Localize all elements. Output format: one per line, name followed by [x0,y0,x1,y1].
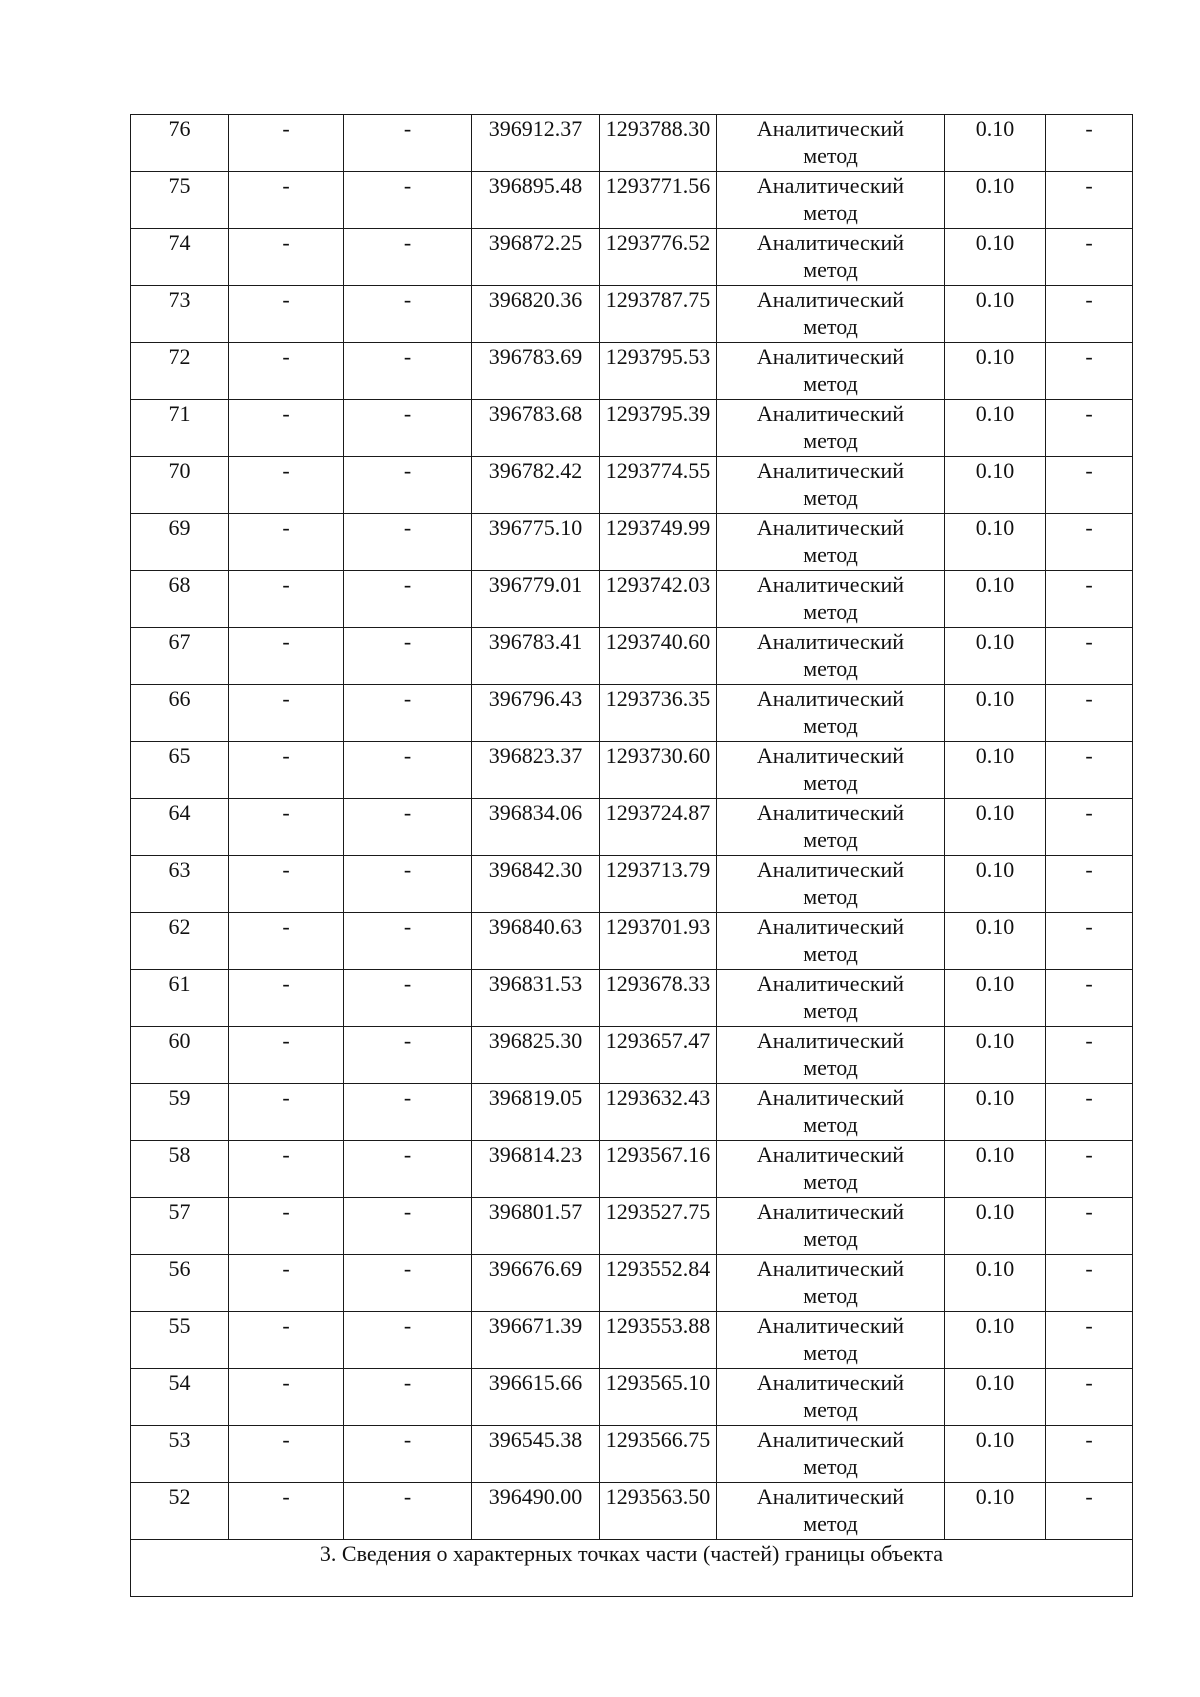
cell-accuracy: 0.10 [945,115,1046,172]
method-text: метод [803,656,858,681]
cell-point-number: 60 [131,1027,229,1084]
table-row [131,742,1133,799]
method-text: метод [803,1340,858,1365]
table-row [131,172,1133,229]
cell-accuracy: 0.10 [945,1369,1046,1426]
cell-coordinate-y: 1293788.30 [600,115,717,172]
cell-point-number: 71 [131,400,229,457]
cell-coordinate-y: 1293774.55 [600,457,717,514]
cell-accuracy: 0.10 [945,400,1046,457]
method-text: Аналитический [756,1199,905,1224]
cell-coordinate-y: 1293566.75 [600,1426,717,1483]
cell-empty-dash: - [229,343,344,400]
method-text: Аналитический [756,458,905,483]
cell-point-number: 76 [131,115,229,172]
cell-coordinate-y: 1293771.56 [600,172,717,229]
cell-point-number: 52 [131,1483,229,1540]
cell-method [717,229,945,286]
section-heading: 3. Сведения о характерных точках части (частей) границы объекта [131,1540,1133,1597]
method-text: метод [803,143,858,168]
cell-empty-dash: - [344,1369,472,1426]
cell-empty-dash: - [344,799,472,856]
cell-method [717,1027,945,1084]
cell-point-number: 68 [131,571,229,628]
method-text: Аналитический [756,743,905,768]
cell-coordinate-x: 396801.57 [472,1198,600,1255]
cell-empty-dash: - [344,1255,472,1312]
cell-empty-dash: - [344,1483,472,1540]
cell-empty-dash: - [229,742,344,799]
cell-method [717,628,945,685]
cell-accuracy: 0.10 [945,685,1046,742]
cell-empty-dash: - [344,514,472,571]
method-text: метод [803,1226,858,1251]
table-row [131,514,1133,571]
cell-point-number: 58 [131,1141,229,1198]
cell-coordinate-x: 396823.37 [472,742,600,799]
cell-point-number: 63 [131,856,229,913]
cell-empty-dash: - [1046,1084,1133,1141]
method-text: Аналитический [756,116,905,141]
method-text: Аналитический [756,287,905,312]
cell-empty-dash: - [344,286,472,343]
cell-empty-dash: - [344,115,472,172]
cell-point-number: 70 [131,457,229,514]
cell-method [717,742,945,799]
method-text: метод [803,827,858,852]
cell-coordinate-x: 396545.38 [472,1426,600,1483]
cell-accuracy: 0.10 [945,628,1046,685]
table-row [131,913,1133,970]
cell-accuracy: 0.10 [945,1312,1046,1369]
cell-empty-dash: - [1046,856,1133,913]
cell-accuracy: 0.10 [945,799,1046,856]
cell-point-number: 69 [131,514,229,571]
method-text: Аналитический [756,230,905,255]
method-text: метод [803,1283,858,1308]
method-text: метод [803,1055,858,1080]
cell-accuracy: 0.10 [945,172,1046,229]
table-row [131,1426,1133,1483]
cell-accuracy: 0.10 [945,913,1046,970]
cell-empty-dash: - [1046,1426,1133,1483]
cell-coordinate-x: 396671.39 [472,1312,600,1369]
method-text: метод [803,485,858,510]
cell-empty-dash: - [1046,913,1133,970]
cell-accuracy: 0.10 [945,514,1046,571]
cell-empty-dash: - [229,856,344,913]
cell-empty-dash: - [229,400,344,457]
cell-accuracy: 0.10 [945,1027,1046,1084]
cell-empty-dash: - [1046,1483,1133,1540]
cell-empty-dash: - [229,172,344,229]
method-text: метод [803,428,858,453]
table-row [131,229,1133,286]
cell-empty-dash: - [229,628,344,685]
cell-empty-dash: - [229,1255,344,1312]
table-row [131,970,1133,1027]
cell-empty-dash: - [229,913,344,970]
cell-empty-dash: - [1046,172,1133,229]
method-text: Аналитический [756,800,905,825]
cell-coordinate-y: 1293736.35 [600,685,717,742]
cell-coordinate-y: 1293776.52 [600,229,717,286]
cell-empty-dash: - [229,514,344,571]
cell-empty-dash: - [344,1084,472,1141]
method-text: Аналитический [756,1028,905,1053]
cell-coordinate-y: 1293678.33 [600,970,717,1027]
table-row [131,1483,1133,1540]
method-text: Аналитический [756,1427,905,1452]
method-text: Аналитический [756,686,905,711]
cell-empty-dash: - [1046,343,1133,400]
cell-empty-dash: - [344,913,472,970]
cell-empty-dash: - [344,1312,472,1369]
cell-coordinate-y: 1293563.50 [600,1483,717,1540]
cell-empty-dash: - [344,970,472,1027]
cell-coordinate-y: 1293740.60 [600,628,717,685]
table-row [131,799,1133,856]
boundary-points-table [130,114,1133,1597]
cell-method [717,1483,945,1540]
method-text: Аналитический [756,401,905,426]
cell-method [717,1141,945,1198]
cell-method [717,172,945,229]
cell-accuracy: 0.10 [945,343,1046,400]
table-row [131,1198,1133,1255]
cell-point-number: 53 [131,1426,229,1483]
method-text: метод [803,713,858,738]
table-footer-row [131,1540,1133,1597]
method-text: Аналитический [756,1256,905,1281]
cell-point-number: 64 [131,799,229,856]
cell-empty-dash: - [1046,1027,1133,1084]
cell-empty-dash: - [229,571,344,628]
method-text: Аналитический [756,971,905,996]
cell-coordinate-x: 396783.41 [472,628,600,685]
cell-coordinate-y: 1293565.10 [600,1369,717,1426]
cell-empty-dash: - [344,457,472,514]
cell-method [717,400,945,457]
cell-method [717,1426,945,1483]
cell-accuracy: 0.10 [945,1141,1046,1198]
method-text: метод [803,542,858,567]
cell-empty-dash: - [1046,286,1133,343]
cell-coordinate-y: 1293795.53 [600,343,717,400]
cell-point-number: 55 [131,1312,229,1369]
cell-empty-dash: - [344,742,472,799]
cell-coordinate-y: 1293724.87 [600,799,717,856]
method-text: Аналитический [756,515,905,540]
method-text: метод [803,1397,858,1422]
cell-method [717,1312,945,1369]
cell-empty-dash: - [229,970,344,1027]
cell-point-number: 56 [131,1255,229,1312]
cell-coordinate-x: 396840.63 [472,913,600,970]
cell-accuracy: 0.10 [945,970,1046,1027]
cell-empty-dash: - [1046,400,1133,457]
cell-coordinate-x: 396783.69 [472,343,600,400]
cell-empty-dash: - [229,1369,344,1426]
cell-coordinate-y: 1293657.47 [600,1027,717,1084]
cell-point-number: 66 [131,685,229,742]
method-text: метод [803,200,858,225]
cell-accuracy: 0.10 [945,286,1046,343]
cell-point-number: 74 [131,229,229,286]
table-row [131,685,1133,742]
cell-empty-dash: - [1046,1255,1133,1312]
cell-point-number: 65 [131,742,229,799]
table-row [131,571,1133,628]
cell-point-number: 73 [131,286,229,343]
cell-coordinate-x: 396490.00 [472,1483,600,1540]
cell-empty-dash: - [229,1027,344,1084]
table-row [131,400,1133,457]
method-text: Аналитический [756,914,905,939]
method-text: Аналитический [756,1142,905,1167]
table-row [131,115,1133,172]
cell-accuracy: 0.10 [945,571,1046,628]
table-row [131,1141,1133,1198]
cell-method [717,970,945,1027]
cell-empty-dash: - [1046,742,1133,799]
cell-empty-dash: - [1046,571,1133,628]
method-text: метод [803,1511,858,1536]
cell-method [717,1198,945,1255]
cell-accuracy: 0.10 [945,1483,1046,1540]
cell-point-number: 75 [131,172,229,229]
method-text: Аналитический [756,173,905,198]
cell-coordinate-y: 1293713.79 [600,856,717,913]
method-text: метод [803,770,858,795]
cell-method [717,1369,945,1426]
cell-coordinate-x: 396895.48 [472,172,600,229]
cell-point-number: 61 [131,970,229,1027]
cell-accuracy: 0.10 [945,229,1046,286]
cell-empty-dash: - [229,1141,344,1198]
cell-empty-dash: - [229,457,344,514]
cell-method [717,799,945,856]
cell-coordinate-x: 396834.06 [472,799,600,856]
cell-point-number: 72 [131,343,229,400]
cell-method [717,856,945,913]
cell-empty-dash: - [344,400,472,457]
cell-empty-dash: - [1046,628,1133,685]
cell-empty-dash: - [1046,115,1133,172]
cell-empty-dash: - [1046,229,1133,286]
cell-coordinate-y: 1293730.60 [600,742,717,799]
cell-empty-dash: - [229,799,344,856]
method-text: метод [803,941,858,966]
cell-empty-dash: - [229,229,344,286]
cell-empty-dash: - [229,1426,344,1483]
table-row [131,1369,1133,1426]
cell-method [717,685,945,742]
method-text: метод [803,599,858,624]
method-text: метод [803,1112,858,1137]
cell-coordinate-x: 396912.37 [472,115,600,172]
cell-coordinate-x: 396831.53 [472,970,600,1027]
method-text: Аналитический [756,1484,905,1509]
cell-empty-dash: - [344,856,472,913]
cell-empty-dash: - [344,1198,472,1255]
table-row [131,343,1133,400]
cell-empty-dash: - [344,628,472,685]
method-text: метод [803,314,858,339]
cell-empty-dash: - [229,1198,344,1255]
cell-empty-dash: - [344,343,472,400]
cell-accuracy: 0.10 [945,1084,1046,1141]
table-row [131,457,1133,514]
cell-coordinate-y: 1293795.39 [600,400,717,457]
cell-point-number: 59 [131,1084,229,1141]
cell-coordinate-y: 1293701.93 [600,913,717,970]
cell-coordinate-y: 1293527.75 [600,1198,717,1255]
method-text: Аналитический [756,1370,905,1395]
method-text: Аналитический [756,629,905,654]
cell-empty-dash: - [1046,685,1133,742]
cell-empty-dash: - [344,685,472,742]
cell-coordinate-x: 396615.66 [472,1369,600,1426]
method-text: метод [803,1169,858,1194]
cell-coordinate-x: 396825.30 [472,1027,600,1084]
table-row [131,856,1133,913]
cell-method [717,514,945,571]
method-text: метод [803,371,858,396]
cell-method [717,286,945,343]
cell-coordinate-x: 396872.25 [472,229,600,286]
cell-coordinate-x: 396782.42 [472,457,600,514]
cell-empty-dash: - [344,172,472,229]
cell-empty-dash: - [1046,457,1133,514]
method-text: Аналитический [756,344,905,369]
cell-point-number: 67 [131,628,229,685]
cell-empty-dash: - [344,1426,472,1483]
cell-empty-dash: - [229,1084,344,1141]
cell-method [717,343,945,400]
cell-empty-dash: - [1046,970,1133,1027]
method-text: Аналитический [756,572,905,597]
table-row [131,1027,1133,1084]
cell-empty-dash: - [1046,1312,1133,1369]
method-text: метод [803,998,858,1023]
cell-point-number: 62 [131,913,229,970]
cell-empty-dash: - [1046,1198,1133,1255]
cell-point-number: 54 [131,1369,229,1426]
cell-accuracy: 0.10 [945,1198,1046,1255]
table-row [131,628,1133,685]
cell-coordinate-y: 1293787.75 [600,286,717,343]
cell-empty-dash: - [344,1027,472,1084]
table-row [131,1312,1133,1369]
cell-empty-dash: - [344,1141,472,1198]
cell-coordinate-x: 396814.23 [472,1141,600,1198]
cell-empty-dash: - [229,1312,344,1369]
cell-coordinate-x: 396783.68 [472,400,600,457]
cell-empty-dash: - [1046,1369,1133,1426]
cell-method [717,115,945,172]
cell-method [717,913,945,970]
cell-method [717,457,945,514]
table-body [131,115,1133,1540]
cell-empty-dash: - [1046,1141,1133,1198]
cell-point-number: 57 [131,1198,229,1255]
cell-coordinate-x: 396819.05 [472,1084,600,1141]
table-row [131,1084,1133,1141]
method-text: Аналитический [756,1313,905,1338]
cell-coordinate-x: 396779.01 [472,571,600,628]
cell-method [717,571,945,628]
cell-empty-dash: - [229,1483,344,1540]
cell-empty-dash: - [344,571,472,628]
cell-coordinate-y: 1293567.16 [600,1141,717,1198]
cell-coordinate-y: 1293553.88 [600,1312,717,1369]
cell-empty-dash: - [229,685,344,742]
cell-coordinate-x: 396676.69 [472,1255,600,1312]
cell-coordinate-x: 396775.10 [472,514,600,571]
cell-coordinate-y: 1293742.03 [600,571,717,628]
method-text: Аналитический [756,857,905,882]
cell-accuracy: 0.10 [945,457,1046,514]
cell-method [717,1255,945,1312]
method-text: метод [803,1454,858,1479]
cell-empty-dash: - [229,286,344,343]
cell-empty-dash: - [1046,514,1133,571]
cell-empty-dash: - [229,115,344,172]
cell-method [717,1084,945,1141]
cell-coordinate-y: 1293632.43 [600,1084,717,1141]
cell-coordinate-x: 396842.30 [472,856,600,913]
cell-accuracy: 0.10 [945,742,1046,799]
cell-coordinate-y: 1293749.99 [600,514,717,571]
cell-empty-dash: - [344,229,472,286]
cell-accuracy: 0.10 [945,1255,1046,1312]
table-row [131,1255,1133,1312]
cell-empty-dash: - [1046,799,1133,856]
table-row [131,286,1133,343]
cell-accuracy: 0.10 [945,1426,1046,1483]
cell-coordinate-x: 396796.43 [472,685,600,742]
method-text: метод [803,884,858,909]
cell-coordinate-y: 1293552.84 [600,1255,717,1312]
method-text: Аналитический [756,1085,905,1110]
cell-coordinate-x: 396820.36 [472,286,600,343]
cell-accuracy: 0.10 [945,856,1046,913]
method-text: метод [803,257,858,282]
